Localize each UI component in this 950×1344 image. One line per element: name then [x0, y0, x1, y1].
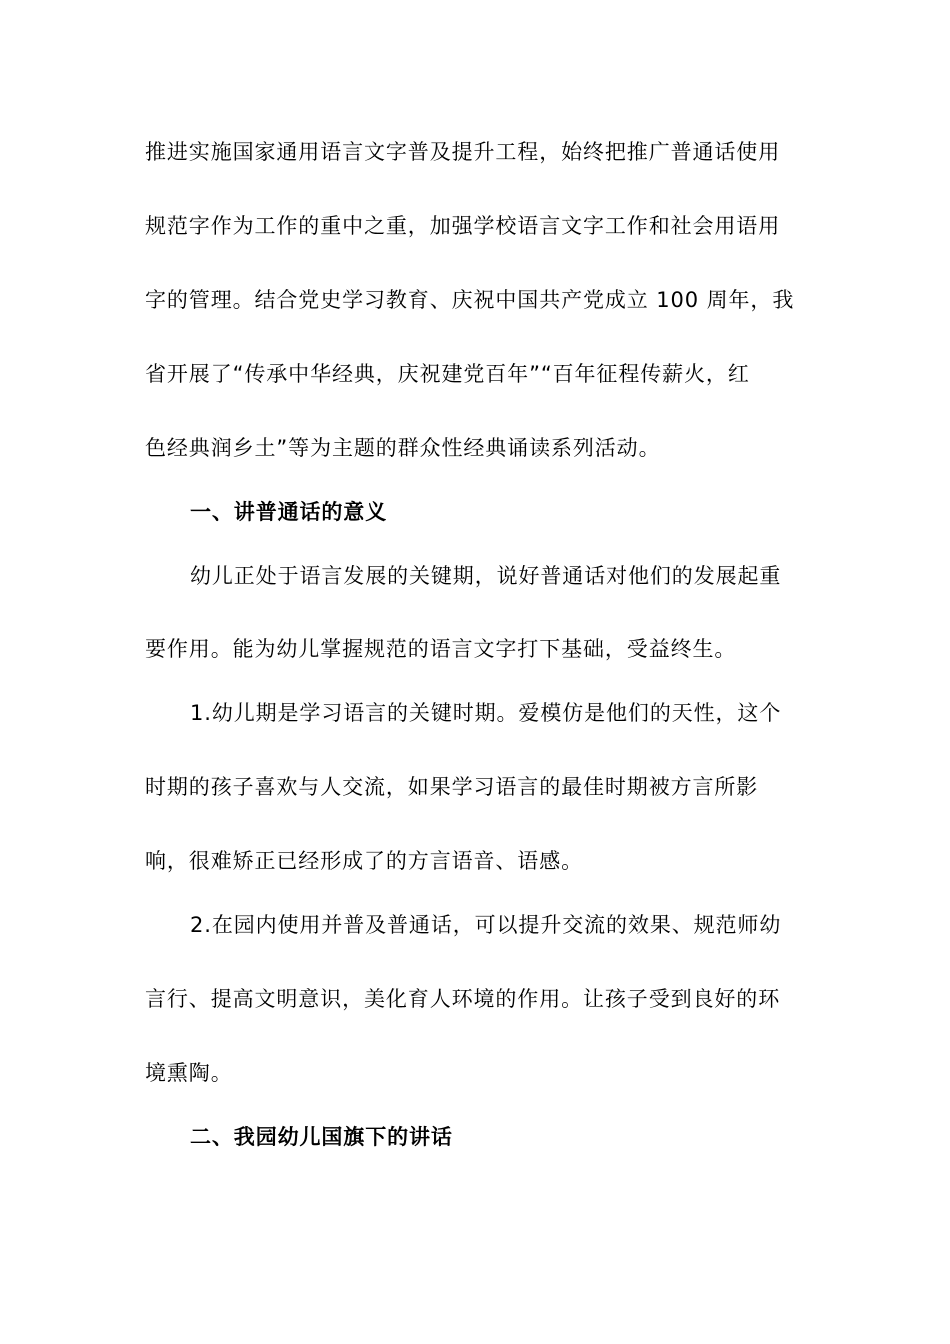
list-item-line: 响，很难矫正已经形成了的方言语音、语感。	[145, 849, 583, 873]
paragraph-line: 色经典润乡土”等为主题的群众性经典诵读系列活动。	[145, 436, 661, 460]
list-item-line: 境熏陶。	[145, 1061, 233, 1085]
paragraph-line: 字的管理。结合党史学习教育、庆祝中国共产党成立 100 周年，我	[145, 288, 795, 312]
list-item-line: 1.幼儿期是学习语言的关键时期。爱模仿是他们的天性，这个	[190, 701, 782, 725]
paragraph-line: 推进实施国家通用语言文字普及提升工程，始终把推广普通话使用	[145, 140, 781, 164]
list-item-line: 时期的孩子喜欢与人交流，如果学习语言的最佳时期被方言所影	[145, 775, 759, 799]
paragraph-line: 省开展了“传承中华经典，庆祝建党百年”“百年征程传薪火，红	[145, 362, 750, 386]
section-heading-2: 二、我园幼儿国旗下的讲话	[190, 1125, 453, 1149]
paragraph-line: 要作用。能为幼儿掌握规范的语言文字打下基础，受益终生。	[145, 637, 737, 661]
paragraph-line: 规范字作为工作的重中之重，加强学校语言文字工作和社会用语用	[145, 214, 781, 238]
list-item-line: 言行、提高文明意识，美化育人环境的作用。让孩子受到良好的环	[145, 987, 781, 1011]
paragraph-line: 幼儿正处于语言发展的关键期，说好普通话对他们的发展起重	[190, 564, 782, 588]
section-heading-1: 一、讲普通话的意义	[190, 500, 388, 524]
list-item-line: 2.在园内使用并普及普通话，可以提升交流的效果、规范师幼	[190, 913, 782, 937]
